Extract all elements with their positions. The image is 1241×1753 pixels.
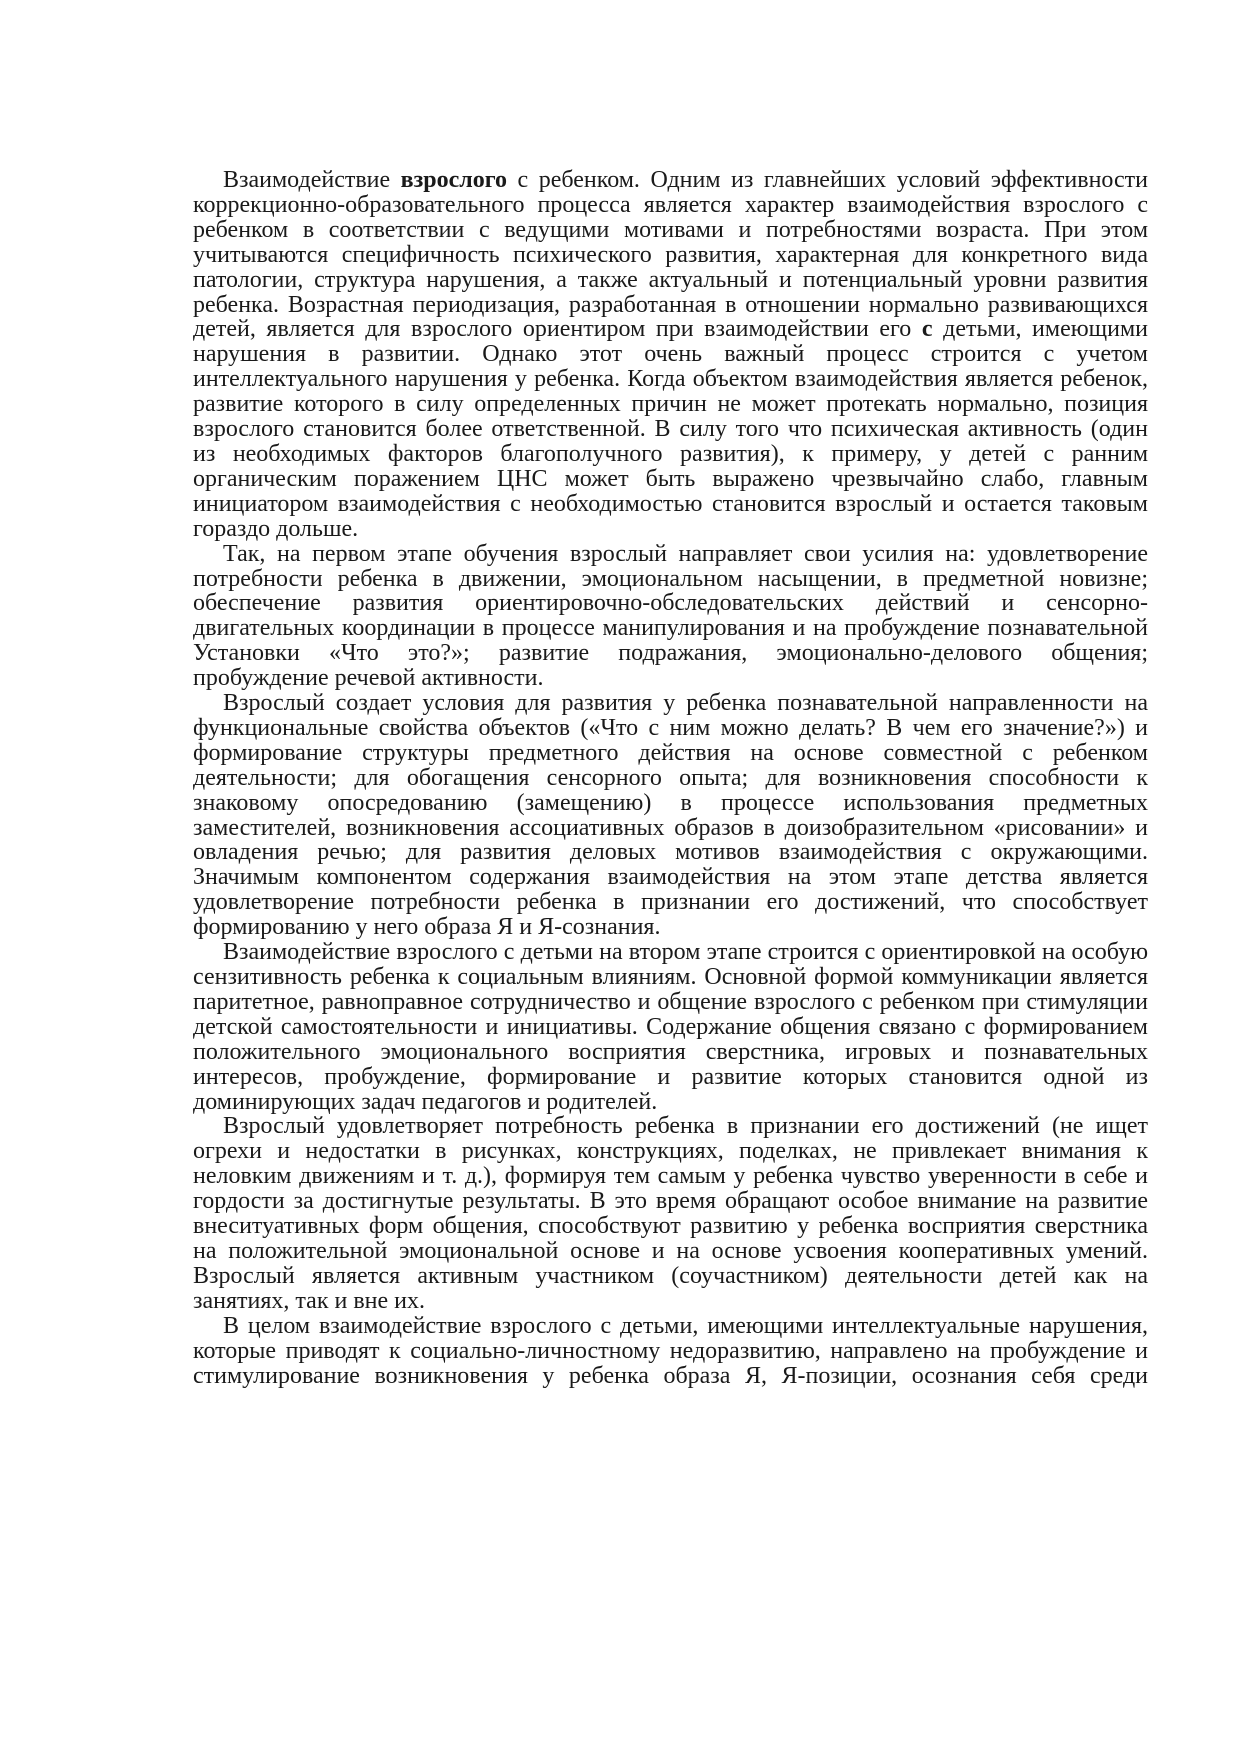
paragraph-text: В целом взаимодействие взрослого с детьми, имеющими интеллектуальные нарушения, которые приводят к социально-личностному недоразвитию, направлено на пробуждение и стимулирование возникновения у ребенка образа Я, Я-позиции, осознания себя среди (193, 1312, 1148, 1389)
paragraph-text: Взрослый создает условия для развития у ребенка познавательной направленности на функциональные свойства объектов («Что с ним можно делать? В чем его значение?») и формирование структуры предметного действия на основе совместной с ребенком деятельности; для обогащения сенсорного опыта; для возникновения способности к знаковому опосредованию (замещению) в процессе использования предметных заместителей, возникновения ассоциативных образов в доизобразительном «рисовании» и овладения речью; для развития деловых мотивов взаимодействия с окружающими. Значимым компонентом содержания взаимодействия на этом этапе детства является удовлетворение потребности ребенка в признании его достижений, что способствует формированию у него образа Я и Я-сознания. (193, 690, 1148, 941)
paragraph-text: Так, на первом этапе обучения взрослый направляет свои усилия на: удовлетворение потребности ребенка в движении, эмоциональном насыщении, в предметной новизне; обеспечение развития ориентировочно-обследовательских действий и сенсорно-двигательных координации в процессе манипулирования и на пробуждение познавательной Установки «Что это?»; развитие подражания, эмоционально-делового общения; пробуждение речевой активности. (193, 540, 1148, 692)
bold-term: взрослого (400, 167, 508, 193)
paragraph-3 (193, 691, 1148, 940)
paragraph-4 (193, 940, 1148, 1114)
paragraph-text: Взрослый удовлетворяет потребность ребенка в признании его достижений (не ищет огрехи и недостатки в рисунках, конструкциях, поделках, не привлекает внимания к неловким движениям и т. д.), формируя тем самым у ребенка чувство уверенности в себе и гордости за достигнутые результаты. В это время обращают особое внимание на развитие внеситуативных форм общения, способствуют развитию у ребенка восприятия сверстника на положительной эмоциональной основе и на основе усвоения кооперативных умений. Взрослый является активным участником (соучастником) деятельности детей как на занятиях, так и вне их. (193, 1113, 1148, 1314)
paragraph-5 (193, 1114, 1148, 1313)
paragraph-1 (193, 168, 1148, 542)
bold-term: с (921, 316, 933, 343)
paragraph-text: Взаимодействие (223, 167, 401, 193)
paragraph-2 (193, 542, 1148, 691)
paragraph-text: с ребенком. Одним из главнейших условий эффективности коррекционно-образовательного процесса является характер взаимодействия взрослого с ребенком в соответствии с ведущими мотивами и потребностями возраста. При этом учитываются специфичность психического развития, характерная для конкретного вида патологии, структура нарушения, а также актуальный и потенциальный уровни развития ребенка. Возрастная периодизация, разработанная в отношении нормально развивающихся детей, является для взрослого ориентиром при взаимодействии его (193, 167, 1148, 343)
paragraph-text: Взаимодействие взрослого с детьми на втором этапе строится с ориентировкой на особую сензитивность ребенка к социальным влияниям. Основной формой коммуникации является паритетное, равноправное сотрудничество и общение взрослого с ребенком при стимуляции детской самостоятельности и инициативы. Содержание общения связано с формированием положительного эмоционального восприятия сверстника, игровых и познавательных интересов, пробуждение, формирование и развитие которых становится одной из доминирующих задач педагогов и родителей. (193, 939, 1148, 1115)
paragraph-text: детьми, имеющими нарушения в развитии. Однако этот очень важный процесс строится с учетом интеллектуального нарушения у ребенка. Когда объектом взаимодействия является ребенок, развитие которого в силу определенных причин не может протекать нормально, позиция взрослого становится более ответственной. В силу того что психическая активность (один из необходимых факторов благополучного развития), к примеру, у детей с ранним органическим поражением ЦНС может быть выражено чрезвычайно слабо, главным инициатором взаимодействия с необходимостью становится взрослый и остается таковым гораздо дольше. (193, 316, 1149, 542)
body-text (193, 168, 1148, 1388)
paragraph-6 (193, 1314, 1148, 1389)
